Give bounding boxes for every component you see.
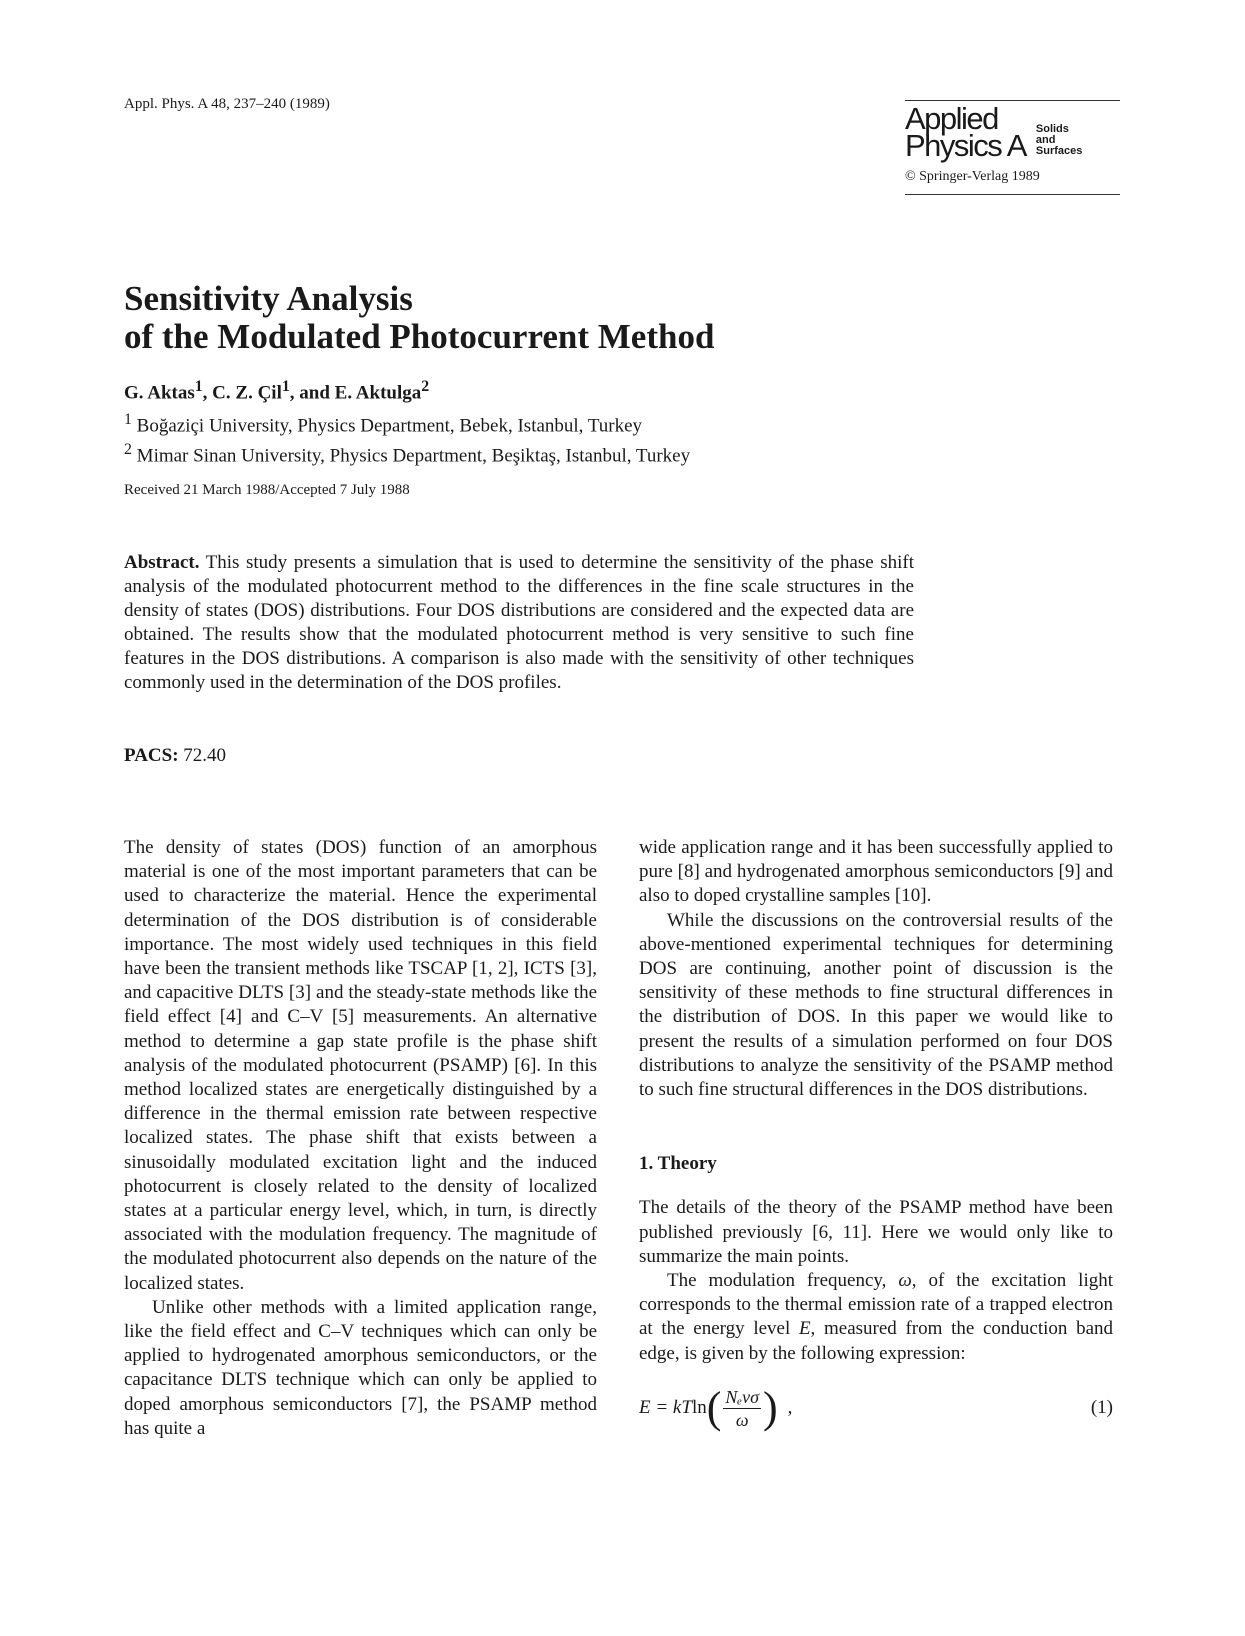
equation-expression: [639, 1383, 793, 1433]
author-2-affil: 1: [281, 378, 290, 395]
author-1-affil: 1: [194, 378, 203, 395]
equation-lhs: E = kT: [639, 1397, 692, 1419]
journal-sub-1: Solids: [1035, 123, 1069, 135]
journal-sub-2: and: [1035, 134, 1056, 146]
equation-number: (1): [1090, 1397, 1113, 1419]
copyright: © Springer-Verlag 1989: [905, 169, 1040, 184]
right-column: [639, 836, 1113, 1431]
pacs-value: 72.40: [183, 745, 227, 766]
received-dates: Received 21 March 1988/Accepted 7 July 1988: [124, 482, 410, 498]
equation-1: [639, 1383, 1113, 1433]
left-column: [124, 836, 597, 1441]
equation-comma: ,: [787, 1397, 793, 1419]
affiliation-1: [124, 408, 690, 438]
author-and: and: [299, 382, 330, 404]
theory-2-part-a: The modulation frequency,: [667, 1270, 887, 1292]
journal-name: [905, 101, 1026, 163]
paragraph-intro-2: Unlike other methods with a limited application range, like the field effect and C–V techniques which can only be applied to hydrogenated amorphous semiconductors, or the capacitance DLTS technique which can only be applied to doped amorphous semiconductors [7], the PSAMP method has quite a: [124, 1296, 597, 1439]
citation: Appl. Phys. A 48, 237–240 (1989): [124, 96, 330, 112]
title-line-2: of the Modulated Photocurrent Method: [124, 317, 715, 356]
title-line-1: Sensitivity Analysis: [124, 279, 413, 318]
left-paren: (: [706, 1383, 722, 1433]
equation-fraction: [723, 1386, 761, 1431]
journal-logo: [905, 100, 1120, 195]
energy-symbol: E: [798, 1318, 811, 1340]
equation-numerator: Nₑvσ: [725, 1386, 759, 1407]
author-2: C. Z. Çil: [212, 382, 282, 404]
pacs-label: PACS:: [124, 745, 179, 766]
omega-symbol: ω: [898, 1270, 912, 1292]
paragraph-theory-2: [639, 1269, 1113, 1366]
journal-subtitle: [1036, 124, 1082, 159]
pacs: [124, 745, 226, 767]
author-1: G. Aktas: [124, 382, 195, 404]
affiliations: [124, 408, 690, 469]
author-3: E. Aktulga: [334, 382, 422, 404]
journal-name-line1: Applied: [905, 101, 998, 136]
paragraph-intro-3: wide application range and it has been successfully applied to pure [8] and hydrogenated amorphous semiconductors [9] and also to doped crystalline samples [10].: [639, 837, 1113, 907]
journal-bottom-rule: [905, 194, 1120, 195]
authors: G. Aktas$^1$, C. Z. Çil$^1$, and E. Aktulga$^2$: [124, 378, 430, 404]
equation-ln: ln: [691, 1397, 707, 1419]
equation-denominator: ω: [735, 1409, 749, 1430]
journal-wordmark: [905, 101, 1120, 163]
section-heading-theory: 1. Theory: [639, 1153, 717, 1175]
right-paren: ): [762, 1383, 778, 1433]
affiliation-2-num: 2: [124, 441, 132, 459]
author-3-affil: 2: [421, 378, 430, 395]
theory-2-part-b: , of the excitation light corresponds to the thermal emission rate of a trapped electron at the energy level: [639, 1270, 1114, 1340]
affiliation-1-num: 1: [124, 411, 132, 428]
paragraph-theory-1: The details of the theory of the PSAMP method have been published previously [6, 11]. Here we would only like to summarize the main points.: [639, 1197, 1113, 1267]
journal-sub-3: Surfaces: [1035, 145, 1083, 157]
affiliation-1-text: Boğaziçi University, Physics Department, Bebek, Istanbul, Turkey: [136, 415, 643, 437]
affiliation-2: [124, 438, 690, 468]
affiliation-2-text: Mimar Sinan University, Physics Department, Beşiktaş, Istanbul, Turkey: [136, 445, 691, 467]
journal-name-line2: Physics A: [905, 128, 1026, 163]
abstract: [124, 551, 914, 695]
paragraph-intro-1: The density of states (DOS) function of an amorphous material is one of the most important parameters that can be used to characterize the material. Hence the experimental determination of the DOS distribution is of considerable importance. The most widely used techniques in this field have been the transient methods like TSCAP [1, 2], ICTS [3], and capacitive DLTS [3] and the steady-state methods like the field effect [4] and C–V [5] measurements. An alternative method to determine a gap state profile is the phase shift analysis of the modulated photocurrent (PSAMP) [6]. In this method localized states are energetically distinguished by a difference in the thermal emission rate between respective localized states. The phase shift that exists between a sinusoidally modulated excitation light and the induced photocurrent is closely related to the density of localized states at a particular energy level, which, in turn, is directly associated with the modulation frequency. The magnitude of the modulated photocurrent also depends on the nature of the localized states.: [124, 837, 597, 1294]
paragraph-intro-4: While the discussions on the controversial results of the above-mentioned experimental techniques for determining DOS are continuing, another point of discussion is the sensitivity of these methods to fine structural differences in the distribution of DOS. In this paper we would like to present the results of a simulation performed on four DOS distributions to analyze the sensitivity of the PSAMP method to such fine structural differences in the DOS distributions.: [639, 909, 1113, 1101]
theory-2-part-c: , measured from the conduction band edge, is given by the following expression:: [639, 1318, 1114, 1364]
article-title: [124, 280, 944, 356]
abstract-text: This study presents a simulation that is used to determine the sensitivity of the phase shift analysis of the modulated photocurrent method to the differences in the fine scale structures in the density of states (DOS) distributions. Four DOS distributions are considered and the expected data are obtained. The results show that the modulated photocurrent method is very sensitive to such fine features in the DOS distributions. A comparison is also made with the sensitivity of other techniques commonly used in the determination of the DOS profiles.: [124, 552, 914, 693]
abstract-label: Abstract.: [124, 552, 200, 573]
